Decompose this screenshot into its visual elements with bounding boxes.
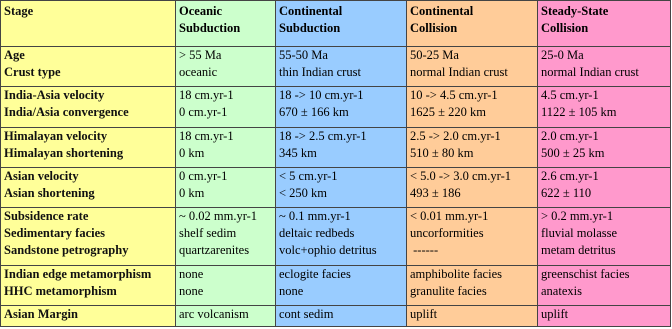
table-row [1, 167, 671, 207]
continental-collision-cell: < 5.0 -> 3.0 cm.yr-1 493 ± 186 [407, 167, 538, 207]
row-label-cell: India-Asia velocity India/Asia convergence [1, 87, 176, 127]
row-label-cell: Asian velocity Asian shortening [1, 167, 176, 207]
steady-state-cell: 2.0 cm.yr-1 500 ± 25 km [538, 127, 671, 167]
oceanic-cell: 18 cm.yr-1 0 km [176, 127, 276, 167]
oceanic-cell: arc volcanism [176, 305, 276, 326]
table-row [1, 87, 671, 127]
continental-collision-cell: 10 -> 4.5 cm.yr-1 1625 ± 220 km [407, 87, 538, 127]
header-steady-state-collision: Steady-State Collision [538, 1, 671, 47]
steady-state-cell: 4.5 cm.yr-1 1122 ± 105 km [538, 87, 671, 127]
table-row [1, 207, 671, 265]
header-oceanic-subduction: Oceanic Subduction [176, 1, 276, 47]
continental-collision-cell: uplift [407, 305, 538, 326]
continental-subduction-cell: ~ 0.1 mm.yr-1 deltaic redbeds volc+ophio detritus [276, 207, 407, 265]
continental-subduction-cell: cont sedim [276, 305, 407, 326]
continental-collision-cell: amphibolite facies granulite facies [407, 265, 538, 305]
header-row [1, 1, 671, 47]
oceanic-cell: ~ 0.02 mm.yr-1 shelf sedim quartzarenites [176, 207, 276, 265]
row-label-cell: Subsidence rate Sedimentary facies Sandstone petrography [1, 207, 176, 265]
row-label-cell: Asian Margin [1, 305, 176, 326]
continental-collision-cell: 50-25 Ma normal Indian crust [407, 47, 538, 87]
header-continental-subduction: Continental Subduction [276, 1, 407, 47]
continental-collision-cell: 2.5 -> 2.0 cm.yr-1 510 ± 80 km [407, 127, 538, 167]
steady-state-cell: greenschist facies anatexis [538, 265, 671, 305]
continental-subduction-cell: < 5 cm.yr-1 < 250 km [276, 167, 407, 207]
steady-state-cell: > 0.2 mm.yr-1 fluvial molasse metam detritus [538, 207, 671, 265]
row-label-cell: Himalayan velocity Himalayan shortening [1, 127, 176, 167]
header-continental-collision: Continental Collision [407, 1, 538, 47]
oceanic-cell: > 55 Ma oceanic [176, 47, 276, 87]
continental-subduction-cell: 18 -> 10 cm.yr-1 670 ± 166 km [276, 87, 407, 127]
table-row [1, 305, 671, 326]
continental-collision-cell: < 0.01 mm.yr-1 uncorformities ------ [407, 207, 538, 265]
header-stage: Stage [1, 1, 176, 47]
oceanic-cell: none none [176, 265, 276, 305]
table-row [1, 127, 671, 167]
steady-state-cell: 2.6 cm.yr-1 622 ± 110 [538, 167, 671, 207]
continental-subduction-cell: 18 -> 2.5 cm.yr-1 345 km [276, 127, 407, 167]
table-row [1, 47, 671, 87]
table-row [1, 265, 671, 305]
steady-state-cell: 25-0 Ma normal Indian crust [538, 47, 671, 87]
oceanic-cell: 0 cm.yr-1 0 km [176, 167, 276, 207]
steady-state-cell: uplift [538, 305, 671, 326]
row-label-cell: Age Crust type [1, 47, 176, 87]
continental-subduction-cell: 55-50 Ma thin Indian crust [276, 47, 407, 87]
continental-subduction-cell: eclogite facies none [276, 265, 407, 305]
row-label-cell: Indian edge metamorphism HHC metamorphism [1, 265, 176, 305]
oceanic-cell: 18 cm.yr-1 0 cm.yr-1 [176, 87, 276, 127]
